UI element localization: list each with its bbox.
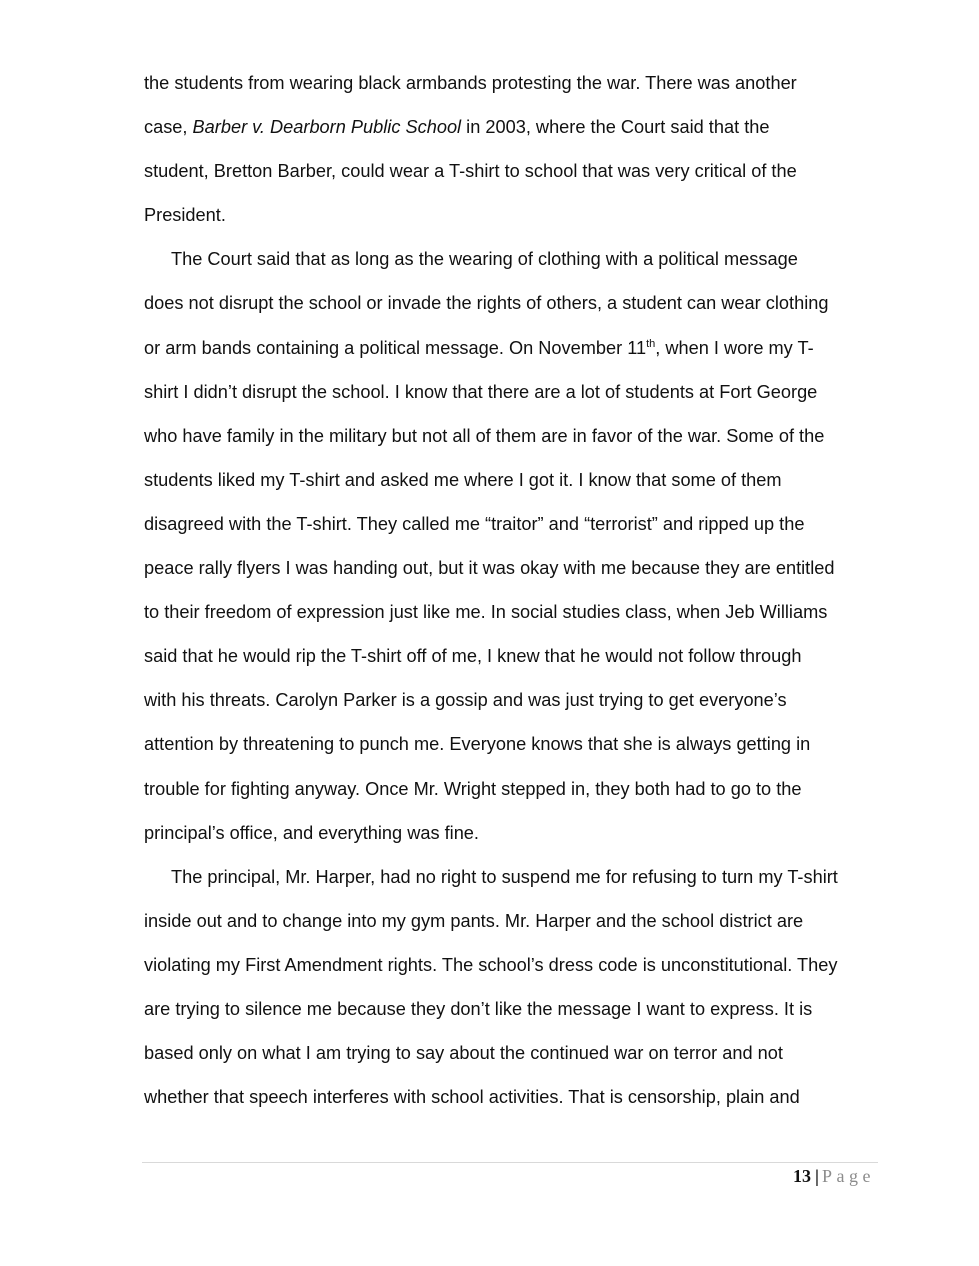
text-line: student, Bretton Barber, could wear a T-shirt to school that was very critical of the	[144, 161, 797, 182]
text-line: inside out and to change into my gym pants. Mr. Harper and the school district are	[144, 910, 804, 931]
text-line: to their freedom of expression just like me. In social studies class, when Jeb Williams	[144, 602, 828, 623]
footer-separator: |	[815, 1166, 819, 1186]
paragraph-2	[144, 237, 884, 854]
text-line	[144, 237, 884, 281]
text-line: disagreed with the T-shirt. They called me “traitor” and “terrorist” and ripped up the	[144, 513, 805, 534]
text-line: who have family in the military but not all of them are in favor of the war. Some of the	[144, 425, 825, 446]
text-line: based only on what I am trying to say about the continued war on terror and not	[144, 1043, 783, 1064]
text-line: peace rally flyers I was handing out, but it was okay with me because they are entitled	[144, 558, 835, 579]
case-name: Barber v. Dearborn Public School	[192, 117, 462, 138]
text-span: or arm bands containing a political message. On November 11	[144, 337, 647, 358]
footer-divider	[142, 1162, 878, 1163]
page-number: 13	[793, 1166, 812, 1186]
text-line: attention by threatening to punch me. Everyone knows that she is always getting in	[144, 734, 811, 755]
text-line: are trying to silence me because they don’t like the message I want to express. It is	[144, 998, 813, 1019]
text-span: , when I wore my T-	[655, 337, 814, 358]
text-line: President.	[144, 205, 226, 226]
text-line: principal’s office, and everything was fine.	[144, 822, 479, 843]
text-span: case,	[144, 117, 193, 138]
text-span: The Court said that as long as the wearing of clothing with a political message	[171, 249, 798, 270]
paragraph-3	[144, 855, 884, 1120]
document-body	[144, 61, 884, 1119]
paragraph-1	[144, 61, 884, 237]
text-line: the students from wearing black armbands protesting the war. There was another	[144, 73, 797, 93]
page-label: Page	[822, 1166, 875, 1186]
text-line	[144, 105, 884, 149]
text-line: trouble for fighting anyway. Once Mr. Wright stepped in, they both had to go to the	[144, 778, 802, 799]
text-line	[144, 326, 884, 370]
text-line: students liked my T-shirt and asked me where I got it. I know that some of them	[144, 469, 782, 490]
text-line: violating my First Amendment rights. The school’s dress code is unconstitutional. They	[144, 954, 838, 975]
text-line: with his threats. Carolyn Parker is a gossip and was just trying to get everyone’s	[144, 690, 787, 711]
text-span: in 2003, where the Court said that the	[461, 117, 770, 138]
text-line: does not disrupt the school or invade the rights of others, a student can wear clothing	[144, 293, 829, 314]
text-line	[144, 855, 884, 899]
text-span: The principal, Mr. Harper, had no right to suspend me for refusing to turn my T-shirt	[171, 866, 838, 887]
ordinal-suffix: th	[646, 337, 656, 350]
text-line: shirt I didn’t disrupt the school. I know that there are a lot of students at Fort George	[144, 381, 818, 402]
text-line: said that he would rip the T-shirt off of me, I knew that he would not follow through	[144, 646, 802, 667]
text-line: whether that speech interferes with school activities. That is censorship, plain and	[144, 1087, 800, 1108]
page-footer	[793, 1164, 875, 1188]
